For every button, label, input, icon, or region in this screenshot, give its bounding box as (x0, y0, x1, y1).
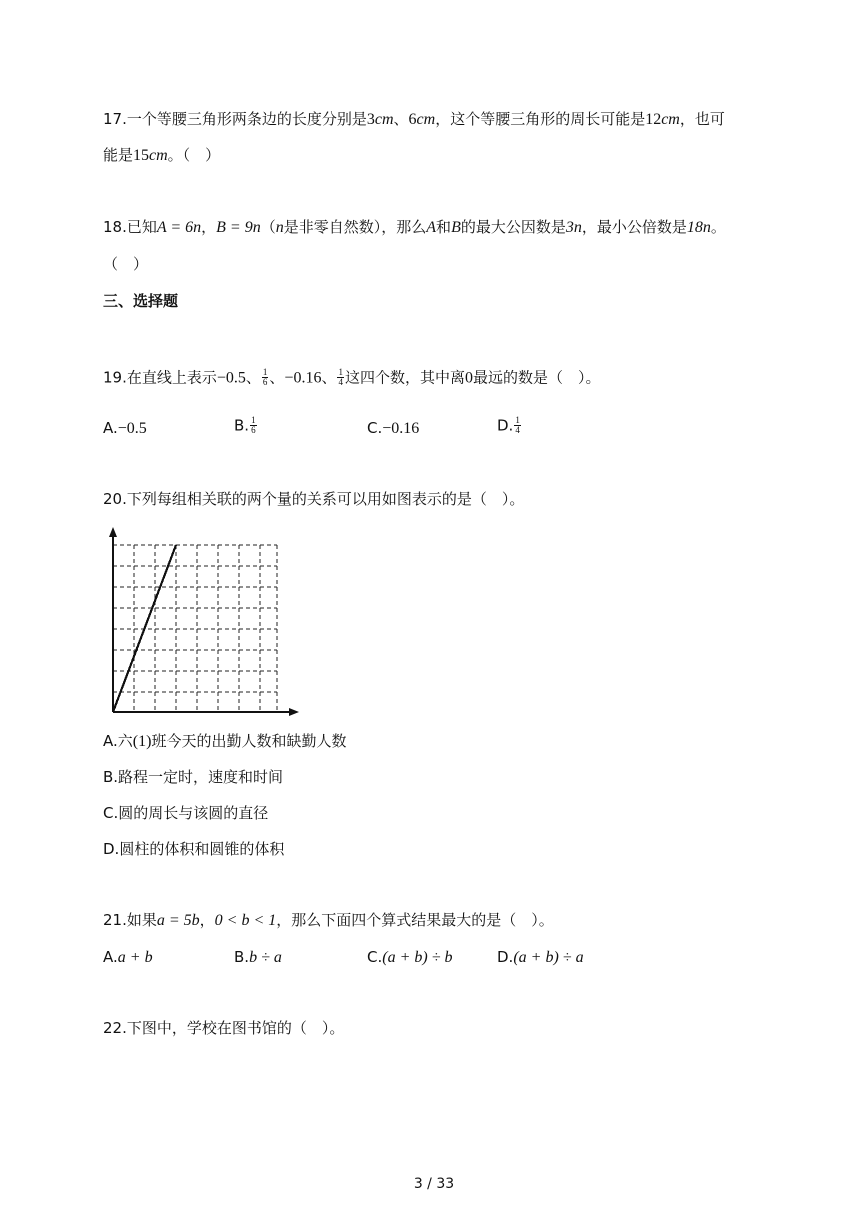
q20-option-a[interactable]: A.六(1)班今天的出勤人数和缺勤人数 (103, 732, 347, 750)
q21-option-d[interactable]: D.(a + b) ÷ a (497, 948, 584, 966)
q19-option-c[interactable]: C.−0.16 (367, 419, 420, 437)
q21-option-b[interactable]: B.b ÷ a (234, 948, 282, 966)
q20-stem: 20.下列每组相关联的两个量的关系可以用如图表示的是（ ）。 (103, 490, 525, 508)
page-number: 3 / 33 (413, 1176, 455, 1192)
graph-grid (113, 545, 277, 711)
q21-option-c[interactable]: C.(a + b) ÷ b (367, 948, 453, 966)
q19-option-a[interactable]: A.−0.5 (103, 419, 147, 437)
q17-line1: 17.一个等腰三角形两条边的长度分别是3cm、6cm，这个等腰三角形的周长可能是12cm，也可 (103, 110, 725, 128)
q20-option-c[interactable]: C.圆的周长与该圆的直径 (103, 804, 269, 822)
q19-stem: 19.在直线上表示−0.5、 $\frac{1}{6}$ 、−0.16、 $\frac{1}{4}$ 这四个数，其中离0最远的数是（ ）。 (103, 367, 601, 388)
fraction-1-6: $\frac{1}{6}$ (262, 367, 268, 388)
q21-stem: 21.如果a = 5b，0 < b < 1，那么下面四个算式结果最大的是（ ）。 (103, 911, 554, 929)
q20-graph (100, 525, 305, 720)
q22-stem: 22.下图中，学校在图书馆的（ ）。 (103, 1019, 345, 1037)
q19-option-b[interactable]: B. $\frac{1}{6}$ (234, 415, 256, 436)
q20-option-d[interactable]: D.圆柱的体积和圆锥的体积 (103, 840, 285, 858)
q19-option-d[interactable]: D. $\frac{1}{4}$ (497, 415, 520, 436)
fraction-1-4: $\frac{1}{4}$ (338, 367, 343, 388)
q21-option-a[interactable]: A.a + b (103, 948, 153, 966)
q18-line1: 18.已知A = 6n，B = 9n（n是非零自然数），那么A和B的最大公因数是3n，最小公倍数是18n。 (103, 218, 726, 236)
q20-option-b[interactable]: B.路程一定时，速度和时间 (103, 768, 284, 786)
q18-line2: （ ） (103, 255, 149, 273)
q17-line2: 能是15cm。（ ） (103, 146, 221, 164)
graph-axes (109, 527, 299, 716)
section-title: 三、选择题 (103, 292, 179, 310)
